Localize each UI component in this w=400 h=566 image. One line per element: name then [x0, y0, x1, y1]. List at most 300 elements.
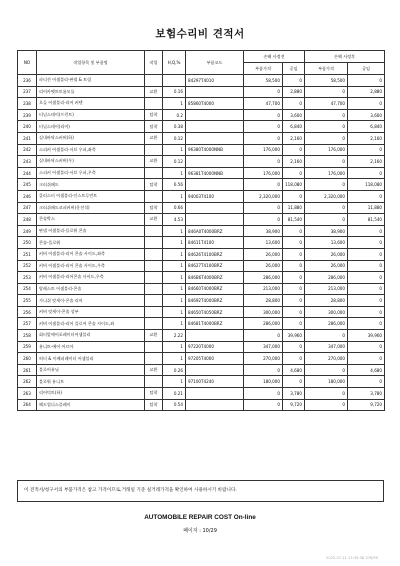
row-before-labor: 0	[283, 225, 305, 237]
row-item: 오들 어셈블리-리어 커텐	[37, 98, 145, 110]
row-item: 회터앞에어포레이터어셈블리	[37, 330, 145, 342]
row-after-labor: 39,960	[348, 330, 385, 342]
table-row	[18, 98, 385, 110]
row-after-labor: 0	[348, 190, 385, 202]
row-after-labor: 9,720	[348, 399, 385, 411]
row-hq: 1	[163, 272, 186, 284]
row-hq: 1	[163, 260, 186, 272]
table-row	[18, 272, 385, 284]
row-after-labor: 81,540	[348, 214, 385, 226]
row-part-code: 94003T4100	[186, 190, 244, 202]
row-no: 239	[18, 109, 37, 121]
row-part-code: 96380T4000NNB	[186, 144, 244, 156]
row-before-part-price: 0	[244, 202, 283, 214]
row-after-part-price: 347,000	[305, 341, 348, 353]
row-part-code	[186, 86, 244, 98]
row-before-part-price: 13,600	[244, 237, 283, 249]
row-work	[145, 376, 163, 388]
header-no: NO	[18, 51, 37, 75]
row-work: 교환	[145, 156, 163, 168]
row-part-code: 97100T4240	[186, 376, 244, 388]
row-item: 가니쉬 앗세이-콘솔 리어	[37, 295, 145, 307]
row-before-part-price: 0	[244, 121, 283, 133]
row-item: 커버 어셈블리-리어 콘솔 사이드,우측	[37, 260, 145, 272]
row-item: 콘솔-플로워	[37, 237, 145, 249]
row-after-labor: 6,840	[348, 121, 385, 133]
row-part-code	[186, 330, 244, 342]
row-part-code: 846B6T4000BRZ	[186, 272, 244, 284]
row-hq: 1	[163, 353, 186, 365]
estimate-table	[17, 50, 385, 411]
row-after-part-price: 0	[305, 109, 348, 121]
row-no: 243	[18, 156, 37, 168]
row-no: 247	[18, 202, 37, 214]
row-before-labor: 118,080	[283, 179, 305, 191]
table-row	[18, 86, 385, 98]
row-after-labor: 0	[348, 260, 385, 272]
row-part-code	[186, 202, 244, 214]
row-after-part-price: 286,000	[305, 318, 348, 330]
row-part-code: 84681T4000BRZ	[186, 318, 244, 330]
row-after-labor: 0	[348, 283, 385, 295]
header-hq: H,Q,%	[163, 51, 186, 75]
row-after-part-price: 38,900	[305, 225, 348, 237]
table-row	[18, 109, 385, 121]
row-before-part-price: 26,000	[244, 260, 283, 272]
table-row	[18, 202, 385, 214]
row-no: 246	[18, 190, 37, 202]
row-hq	[163, 75, 186, 87]
row-before-part-price: 0	[244, 86, 283, 98]
row-before-labor: 0	[283, 237, 305, 249]
row-hq: 0.12	[163, 132, 186, 144]
table-row	[18, 225, 385, 237]
row-no: 257	[18, 318, 37, 330]
row-after-part-price: 213,000	[305, 283, 348, 295]
row-item: 커버 앗세이-콘솔 상부	[37, 306, 145, 318]
row-no: 242	[18, 144, 37, 156]
row-before-labor: 3,780	[283, 388, 305, 400]
row-before-part-price: 0	[244, 399, 283, 411]
row-before-labor: 0	[283, 306, 305, 318]
row-no: 249	[18, 225, 37, 237]
row-work	[145, 306, 163, 318]
row-after-labor: 0	[348, 318, 385, 330]
row-no: 264	[18, 399, 37, 411]
row-no: 236	[18, 75, 37, 87]
row-before-labor: 11,880	[283, 202, 305, 214]
row-work: 탈착	[145, 202, 163, 214]
row-part-code: 84611T4100	[186, 237, 244, 249]
row-work	[145, 283, 163, 295]
row-hq: 1	[163, 237, 186, 249]
row-before-labor: 0	[283, 272, 305, 284]
row-no: 245	[18, 179, 37, 191]
row-before-labor: 2,160	[283, 132, 305, 144]
row-after-labor: 0	[348, 167, 385, 179]
row-before-part-price: 176,000	[244, 144, 283, 156]
row-work	[145, 295, 163, 307]
row-after-part-price: 26,000	[305, 248, 348, 260]
row-after-labor: 11,880	[348, 202, 385, 214]
row-before-part-price: 347,000	[244, 341, 283, 353]
row-hq: 1	[163, 98, 186, 110]
row-after-labor: 0	[348, 306, 385, 318]
print-timestamp: 2025-07-11 15:35:38 376/90	[326, 556, 378, 560]
row-before-part-price: 0	[244, 156, 283, 168]
row-no: 256	[18, 306, 37, 318]
row-item: 리어덕트(하)	[37, 388, 145, 400]
row-before-part-price: 47,700	[244, 98, 283, 110]
row-part-code: 85860T4000	[186, 98, 244, 110]
row-no: 238	[18, 98, 37, 110]
row-item: 블로워 유니트	[37, 376, 145, 388]
row-before-part-price: 286,000	[244, 272, 283, 284]
row-item: 스피커 어셈블리-서브 우퍼,좌측	[37, 144, 145, 156]
row-hq: 1	[163, 283, 186, 295]
table-row	[18, 190, 385, 202]
row-before-labor: 0	[283, 190, 305, 202]
row-work: 교환	[145, 214, 163, 226]
row-hq: 0.38	[163, 121, 186, 133]
row-before-part-price: 28,800	[244, 295, 283, 307]
row-hq: 0.54	[163, 399, 186, 411]
row-work	[145, 237, 163, 249]
row-before-part-price: 0	[244, 214, 283, 226]
row-before-labor: 0	[283, 144, 305, 156]
table-row	[18, 156, 385, 168]
row-after-labor: 0	[348, 75, 385, 87]
row-hq: 1	[163, 376, 186, 388]
row-part-code: 84626T4100BRZ	[186, 248, 244, 260]
row-work	[145, 225, 163, 237]
row-part-code	[186, 132, 244, 144]
row-item: 실내바닥스커버(하)	[37, 132, 145, 144]
row-no: 251	[18, 248, 37, 260]
row-after-part-price: 0	[305, 179, 348, 191]
table-row	[18, 341, 385, 353]
row-item: 블로어유닛	[37, 364, 145, 376]
table-row	[18, 248, 385, 260]
row-before-part-price: 213,000	[244, 283, 283, 295]
table-row	[18, 179, 385, 191]
row-no: 241	[18, 132, 37, 144]
row-after-labor: 2,160	[348, 132, 385, 144]
header-after-adjustment: 손해 사정후	[305, 51, 385, 63]
row-no: 237	[18, 86, 37, 98]
row-work	[145, 75, 163, 87]
row-before-labor: 6,840	[283, 121, 305, 133]
row-part-code	[186, 121, 244, 133]
row-before-labor: 0	[283, 353, 305, 365]
table-row	[18, 283, 385, 295]
row-work: 탈착	[145, 179, 163, 191]
row-item: 리어카펫트트롬모듈	[37, 86, 145, 98]
row-work	[145, 341, 163, 353]
row-work: 교환	[145, 330, 163, 342]
row-after-labor: 0	[348, 237, 385, 249]
row-after-part-price: 176,000	[305, 167, 348, 179]
row-before-labor: 0	[283, 248, 305, 260]
row-after-part-price: 0	[305, 364, 348, 376]
row-after-part-price: 300,000	[305, 306, 348, 318]
row-after-part-price: 2,320,000	[305, 190, 348, 202]
table-row	[18, 318, 385, 330]
table-row	[18, 237, 385, 249]
row-before-labor: 0	[283, 295, 305, 307]
row-work: 탈착	[145, 399, 163, 411]
table-row	[18, 214, 385, 226]
row-after-labor: 0	[348, 353, 385, 365]
row-after-part-price: 0	[305, 399, 348, 411]
row-item: 히터 & 이베퍼레이터 어셈블리	[37, 353, 145, 365]
estimate-rows	[18, 75, 385, 411]
row-item: 파티션 어셈블리-판넬 & 트림	[37, 75, 145, 87]
row-item: 콘솔박스	[37, 214, 145, 226]
row-before-labor: 9,720	[283, 399, 305, 411]
row-work	[145, 272, 163, 284]
row-after-labor: 118,080	[348, 179, 385, 191]
row-after-part-price: 0	[305, 214, 348, 226]
row-no: 254	[18, 283, 37, 295]
row-part-code: 84627T4100BRZ	[186, 260, 244, 272]
table-row	[18, 132, 385, 144]
row-item: 스피커 어셈블리-서브 우퍼,우측	[37, 167, 145, 179]
row-part-code	[186, 399, 244, 411]
row-work	[145, 248, 163, 260]
row-before-part-price: 0	[244, 109, 283, 121]
row-hq: 0.2	[163, 109, 186, 121]
row-part-code: 84692T4000BRZ	[186, 295, 244, 307]
table-row	[18, 144, 385, 156]
row-hq: 1	[163, 144, 186, 156]
price-notice: 이 견적서/청구서의 부품가격은 참고 가격이므로,거래일 기준 실거래가격을 확인하여 사용하시기 바랍니다.	[17, 480, 384, 502]
row-work: 탈착	[145, 388, 163, 400]
row-after-part-price: 0	[305, 121, 348, 133]
row-part-code: 846A0T4000BRZ	[186, 225, 244, 237]
table-row	[18, 330, 385, 342]
header-before-adjustment: 손해 사정전	[244, 51, 305, 63]
row-after-part-price: 176,000	[305, 144, 348, 156]
row-before-labor: 0	[283, 98, 305, 110]
row-item: 유니트-에어 어르아	[37, 341, 145, 353]
row-before-part-price: 38,900	[244, 225, 283, 237]
row-part-code	[186, 388, 244, 400]
row-work	[145, 144, 163, 156]
row-hq: 4.53	[163, 214, 186, 226]
row-hq: 1	[163, 225, 186, 237]
row-hq: 2.22	[163, 330, 186, 342]
row-work	[145, 260, 163, 272]
row-after-labor: 0	[348, 295, 385, 307]
row-after-labor: 0	[348, 225, 385, 237]
row-hq: 0.21	[163, 388, 186, 400]
row-before-part-price: 300,000	[244, 306, 283, 318]
row-before-labor: 81,540	[283, 214, 305, 226]
row-hq: 1	[163, 318, 186, 330]
table-row	[18, 121, 385, 133]
row-after-labor: 0	[348, 98, 385, 110]
row-after-labor: 0	[348, 376, 385, 388]
row-work	[145, 353, 163, 365]
row-before-part-price: 270,000	[244, 353, 283, 365]
row-before-labor: 2,160	[283, 156, 305, 168]
row-work: 탈착	[145, 109, 163, 121]
row-work: 교환	[145, 364, 163, 376]
row-before-labor: 0	[283, 341, 305, 353]
row-after-labor: 0	[348, 144, 385, 156]
row-work: 교환	[145, 132, 163, 144]
row-before-part-price: 0	[244, 388, 283, 400]
row-hq: 0.12	[163, 156, 186, 168]
row-part-code: 97220T4000	[186, 341, 244, 353]
row-before-part-price: 176,000	[244, 167, 283, 179]
row-part-code: 84660T4000BRZ	[186, 283, 244, 295]
row-item: 암레스트 어셈블리-콘솔	[37, 283, 145, 295]
row-no: 258	[18, 330, 37, 342]
row-after-part-price: 0	[305, 156, 348, 168]
row-part-code	[186, 364, 244, 376]
row-before-part-price: 180,000	[244, 376, 283, 388]
row-after-part-price: 26,000	[305, 260, 348, 272]
row-no: 255	[18, 295, 37, 307]
table-row	[18, 399, 385, 411]
row-before-part-price: 0	[244, 364, 283, 376]
row-item: 판넬 어셈블리-플로워 콘솔	[37, 225, 145, 237]
row-before-labor: 2,880	[283, 86, 305, 98]
row-no: 250	[18, 237, 37, 249]
row-before-labor: 3,600	[283, 109, 305, 121]
row-work	[145, 98, 163, 110]
row-part-code: 84297T4010	[186, 75, 244, 87]
row-part-code: 96381T4000NNB	[186, 167, 244, 179]
table-row	[18, 376, 385, 388]
row-no: 262	[18, 376, 37, 388]
row-before-labor: 0	[283, 376, 305, 388]
table-row	[18, 260, 385, 272]
row-after-part-price: 0	[305, 132, 348, 144]
row-item: 클러스터 어셈블리-인스트루먼트	[37, 190, 145, 202]
header-before-labor: 공임	[283, 63, 305, 75]
row-after-labor: 0	[348, 272, 385, 284]
row-after-labor: 3,780	[348, 388, 385, 400]
row-hq: 0.26	[163, 364, 186, 376]
row-after-part-price: 0	[305, 388, 348, 400]
row-part-code	[186, 179, 244, 191]
row-before-part-price: 0	[244, 179, 283, 191]
row-part-code: 84650T4050BRZ	[186, 306, 244, 318]
row-after-labor: 3,600	[348, 109, 385, 121]
header-work: 작업	[145, 51, 163, 75]
row-no: 260	[18, 353, 37, 365]
row-hq: 1	[163, 306, 186, 318]
row-after-labor: 2,160	[348, 156, 385, 168]
row-no: 248	[18, 214, 37, 226]
row-item: 헤드업디스플레이	[37, 399, 145, 411]
row-no: 252	[18, 260, 37, 272]
row-before-part-price: 0	[244, 132, 283, 144]
row-part-code: 97205T4000	[186, 353, 244, 365]
row-before-part-price: 286,000	[244, 318, 283, 330]
row-item: 터널스테이(리어)	[37, 121, 145, 133]
row-item: 커버 어셈블리-리어 플로어 콘솔 사이드,좌	[37, 318, 145, 330]
row-hq: 6.56	[163, 179, 186, 191]
row-hq: 1	[163, 167, 186, 179]
row-after-labor: 0	[348, 341, 385, 353]
row-work: 탈착	[145, 121, 163, 133]
row-hq: 1	[163, 190, 186, 202]
row-after-part-price: 270,000	[305, 353, 348, 365]
header-after-part-price: 부품가격	[305, 63, 348, 75]
row-after-part-price: 47,700	[305, 98, 348, 110]
row-before-part-price: 26,000	[244, 248, 283, 260]
page-number: 페이지 : 10/29	[183, 528, 217, 534]
row-work: 교환	[145, 86, 163, 98]
table-row	[18, 364, 385, 376]
table-row	[18, 353, 385, 365]
row-after-part-price: 58,500	[305, 75, 348, 87]
row-after-labor: 0	[348, 248, 385, 260]
row-no: 253	[18, 272, 37, 284]
row-item: 실내바닥스커버(우)	[37, 156, 145, 168]
row-no: 244	[18, 167, 37, 179]
row-before-labor: 4,680	[283, 364, 305, 376]
row-work	[145, 318, 163, 330]
row-item: 크러쉬패드	[37, 179, 145, 191]
row-before-part-price: 0	[244, 330, 283, 342]
header-before-part-price: 부품가격	[244, 63, 283, 75]
header-item: 작업항목 및 부품명	[37, 51, 145, 75]
row-before-part-price: 2,320,000	[244, 190, 283, 202]
row-after-labor: 4,680	[348, 364, 385, 376]
row-after-part-price: 180,000	[305, 376, 348, 388]
row-hq: 1	[163, 295, 186, 307]
document-title: 보험수리비 견적서	[155, 28, 245, 40]
row-no: 240	[18, 121, 37, 133]
row-before-part-price: 58,500	[244, 75, 283, 87]
row-part-code	[186, 156, 244, 168]
row-before-labor: 0	[283, 75, 305, 87]
row-hq: 1	[163, 248, 186, 260]
row-work	[145, 190, 163, 202]
row-before-labor: 0	[283, 283, 305, 295]
table-row	[18, 75, 385, 87]
row-item: 커버 어셈블리-리어콘솔 사이드,우측	[37, 272, 145, 284]
row-after-part-price: 0	[305, 202, 348, 214]
row-after-labor: 2,880	[348, 86, 385, 98]
row-item: 커버 어셈블리-리어 콘솔 사이드,좌측	[37, 248, 145, 260]
row-hq: 1	[163, 341, 186, 353]
table-row	[18, 167, 385, 179]
row-before-labor: 0	[283, 167, 305, 179]
row-no: 259	[18, 341, 37, 353]
header-after-labor: 공임	[348, 63, 385, 75]
row-after-part-price: 28,800	[305, 295, 348, 307]
row-before-labor: 0	[283, 260, 305, 272]
table-row	[18, 306, 385, 318]
row-after-part-price: 286,000	[305, 272, 348, 284]
table-row	[18, 388, 385, 400]
row-item: 크러쉬패드코퍼커버(운전석)	[37, 202, 145, 214]
row-part-code	[186, 109, 244, 121]
row-hq: 0.66	[163, 202, 186, 214]
row-part-code	[186, 214, 244, 226]
row-item: 터널스테이(프런트)	[37, 109, 145, 121]
row-no: 261	[18, 364, 37, 376]
footer-title: AUTOMOBILE REPAIR COST On-line	[144, 514, 256, 521]
row-no: 263	[18, 388, 37, 400]
row-after-part-price: 0	[305, 86, 348, 98]
